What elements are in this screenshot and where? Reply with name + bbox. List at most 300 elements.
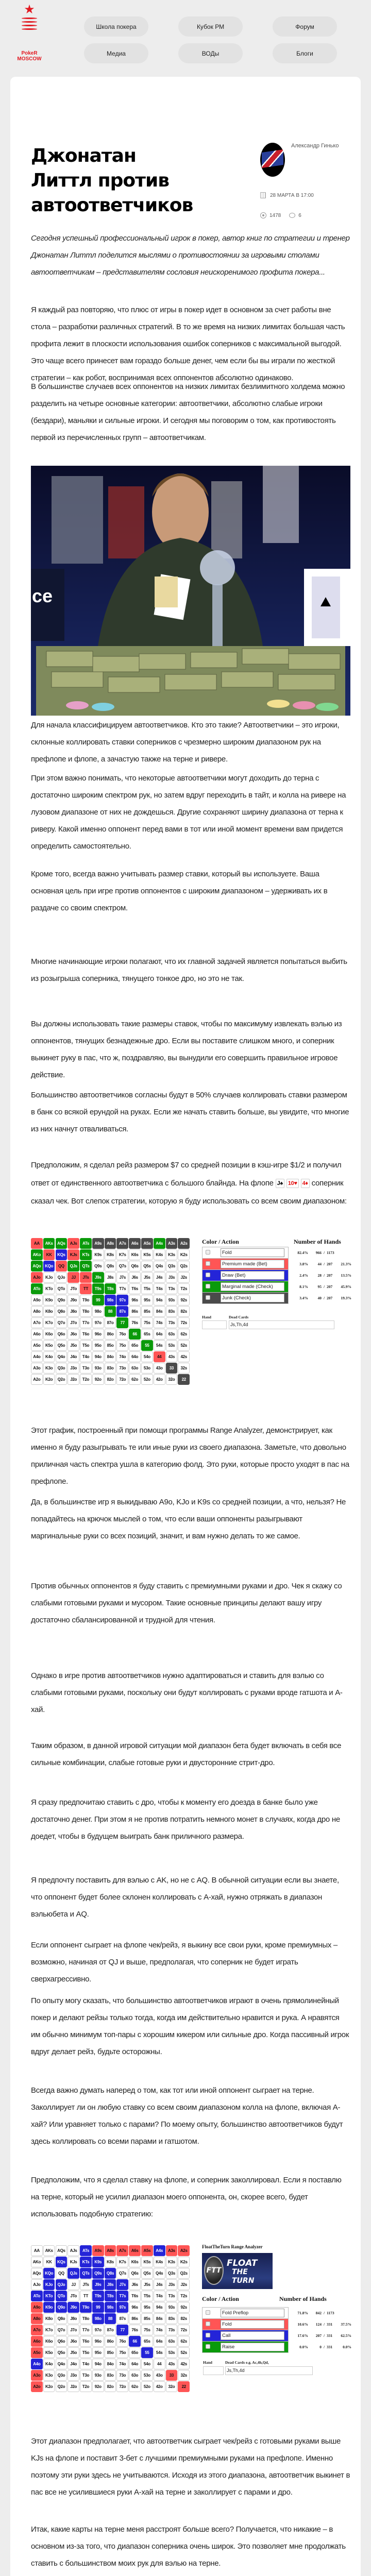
hand-cell-Q5s[interactable]: Q5s — [141, 1261, 153, 1272]
hand-cell-J9s[interactable]: J9s — [92, 1272, 104, 1283]
hand-cell-22[interactable]: 22 — [178, 1374, 190, 1385]
hand-cell-75o[interactable]: 75o — [116, 1340, 128, 1351]
hand-cell-62o[interactable]: 62o — [129, 2381, 141, 2392]
hand-cell-QJo[interactable]: QJo — [56, 1272, 68, 1283]
hand-cell-J9o[interactable]: J9o — [68, 2302, 79, 2313]
hand-cell-K2s[interactable]: K2s — [178, 2257, 190, 2267]
hand-cell-Q2o[interactable]: Q2o — [56, 2381, 68, 2392]
hand-cell-J5o[interactable]: J5o — [68, 2347, 79, 2358]
hand-cell-85s[interactable]: 85s — [141, 2313, 153, 2324]
nav-item-blogs[interactable]: Блоги — [273, 43, 337, 63]
hand-cell-AKo[interactable]: AKo — [31, 2257, 43, 2267]
hand-cell-64s[interactable]: 64s — [154, 1329, 165, 1340]
hand-cell-54s[interactable]: 54s — [154, 2347, 165, 2358]
hand-cell-93s[interactable]: 93s — [166, 1295, 178, 1306]
hand-cell-K2o[interactable]: K2o — [43, 2381, 55, 2392]
hand-cell-T2s[interactable]: T2s — [178, 1283, 190, 1294]
hand-cell-A5o[interactable]: A5o — [31, 1340, 43, 1351]
hand-cell-J2o[interactable]: J2o — [68, 2381, 79, 2392]
hand-cell-42s[interactable]: 42s — [178, 1351, 190, 1362]
hand-cell-K9s[interactable]: K9s — [92, 1249, 104, 1260]
hand-cell-J7s[interactable]: J7s — [116, 1272, 128, 1283]
hand-cell-K3s[interactable]: K3s — [166, 1249, 178, 1260]
hand-cell-92o[interactable]: 92o — [92, 2381, 104, 2392]
hand-cell-K3o[interactable]: K3o — [43, 2370, 55, 2381]
hand-cell-JTs[interactable]: JTs — [80, 2279, 92, 2290]
hand-cell-K8o[interactable]: K8o — [43, 1306, 55, 1317]
hand-cell-93o[interactable]: 93o — [92, 1363, 104, 1374]
hand-cell-76s[interactable]: 76s — [129, 1317, 141, 1328]
hand-cell-KQs[interactable]: KQs — [56, 2257, 68, 2267]
hand-cell-53s[interactable]: 53s — [166, 1340, 178, 1351]
hand-cell-52o[interactable]: 52o — [141, 1374, 153, 1385]
hand-cell-Q7o[interactable]: Q7o — [56, 1317, 68, 1328]
hand-cell-A4o[interactable]: A4o — [31, 2359, 43, 2369]
hand-cell-T7o[interactable]: T7o — [80, 1317, 92, 1328]
hand-cell-QQ[interactable]: QQ — [56, 1261, 68, 1272]
hand-cell-KJs[interactable]: KJs — [68, 2257, 79, 2267]
hand-cell-87o[interactable]: 87o — [105, 2325, 116, 2335]
hand-cell-92s[interactable]: 92s — [178, 2302, 190, 2313]
hand-cell-95s[interactable]: 95s — [141, 2302, 153, 2313]
hand-cell-44[interactable]: 44 — [154, 1351, 165, 1362]
hand-cell-J8o[interactable]: J8o — [68, 2313, 79, 2324]
hand-cell-97o[interactable]: 97o — [92, 1317, 104, 1328]
hand-cell-97s[interactable]: 97s — [116, 2302, 128, 2313]
hand-cell-54o[interactable]: 54o — [141, 2359, 153, 2369]
hand-cell-53o[interactable]: 53o — [141, 2370, 153, 2381]
hand-cell-T3o[interactable]: T3o — [80, 2370, 92, 2381]
hand-cell-J8s[interactable]: J8s — [105, 2279, 116, 2290]
hand-cell-92o[interactable]: 92o — [92, 1374, 104, 1385]
hand-cell-TT[interactable]: TT — [80, 1283, 92, 1294]
hand-cell-AKs[interactable]: AKs — [43, 1238, 55, 1249]
hand-cell-43s[interactable]: 43s — [166, 2359, 178, 2369]
hand-cell-A3s[interactable]: A3s — [166, 1238, 178, 1249]
hand-cell-KQo[interactable]: KQo — [43, 2268, 55, 2279]
hand-cell-AJo[interactable]: AJo — [31, 2279, 43, 2290]
hand-cell-KJo[interactable]: KJo — [43, 1272, 55, 1283]
hand-cell-73s[interactable]: 73s — [166, 2325, 178, 2335]
hand-cell-94s[interactable]: 94s — [154, 1295, 165, 1306]
dead-cards-input[interactable]: Js,Th,4d — [225, 2366, 313, 2375]
hand-cell-82s[interactable]: 82s — [178, 1306, 190, 1317]
hand-cell-AQo[interactable]: AQo — [31, 2268, 43, 2279]
hand-cell-73o[interactable]: 73o — [116, 1363, 128, 1374]
hand-cell-Q2s[interactable]: Q2s — [178, 2268, 190, 2279]
hand-cell-ATo[interactable]: ATo — [31, 2291, 43, 2301]
hand-cell-AA[interactable]: AA — [31, 2245, 43, 2256]
hand-cell-QJs[interactable]: QJs — [68, 2268, 79, 2279]
hand-cell-Q3s[interactable]: Q3s — [166, 1261, 178, 1272]
hand-cell-52s[interactable]: 52s — [178, 2347, 190, 2358]
hand-cell-K5o[interactable]: K5o — [43, 2347, 55, 2358]
hand-cell-A3s[interactable]: A3s — [166, 2245, 178, 2256]
hand-cell-K6o[interactable]: K6o — [43, 1329, 55, 1340]
hand-cell-85o[interactable]: 85o — [105, 1340, 116, 1351]
legend-checkbox[interactable] — [206, 1284, 210, 1289]
hand-input[interactable] — [202, 1320, 227, 1329]
hand-cell-Q7s[interactable]: Q7s — [116, 2268, 128, 2279]
hand-cell-32o[interactable]: 32o — [166, 1374, 178, 1385]
hand-cell-97s[interactable]: 97s — [116, 1295, 128, 1306]
hand-cell-J6s[interactable]: J6s — [129, 2279, 141, 2290]
hand-cell-K7s[interactable]: K7s — [116, 2257, 128, 2267]
hand-cell-K6o[interactable]: K6o — [43, 2336, 55, 2347]
hand-cell-96s[interactable]: 96s — [129, 1295, 141, 1306]
hand-cell-K3s[interactable]: K3s — [166, 2257, 178, 2267]
hand-cell-K8o[interactable]: K8o — [43, 2313, 55, 2324]
hand-cell-A8o[interactable]: A8o — [31, 2313, 43, 2324]
hand-cell-98s[interactable]: 98s — [105, 2302, 116, 2313]
nav-item-vods[interactable]: ВОДы — [178, 43, 243, 63]
hand-cell-Q5o[interactable]: Q5o — [56, 1340, 68, 1351]
hand-cell-QTs[interactable]: QTs — [80, 1261, 92, 1272]
hand-cell-A4s[interactable]: A4s — [154, 1238, 165, 1249]
hand-cell-J4o[interactable]: J4o — [68, 1351, 79, 1362]
hand-cell-JJ[interactable]: JJ — [68, 1272, 79, 1283]
hand-cell-T2s[interactable]: T2s — [178, 2291, 190, 2301]
hand-cell-77[interactable]: 77 — [116, 2325, 128, 2335]
hand-cell-93o[interactable]: 93o — [92, 2370, 104, 2381]
nav-item-school[interactable]: Школа покера — [84, 16, 148, 37]
hand-cell-Q4s[interactable]: Q4s — [154, 1261, 165, 1272]
hand-cell-32o[interactable]: 32o — [166, 2381, 178, 2392]
hand-cell-65o[interactable]: 65o — [129, 1340, 141, 1351]
hand-cell-53s[interactable]: 53s — [166, 2347, 178, 2358]
hand-cell-J2s[interactable]: J2s — [178, 2279, 190, 2290]
hand-cell-JTo[interactable]: JTo — [68, 2291, 79, 2301]
hand-cell-T4s[interactable]: T4s — [154, 2291, 165, 2301]
hand-cell-KK[interactable]: KK — [43, 2257, 55, 2267]
hand-cell-TT[interactable]: TT — [80, 2291, 92, 2301]
hand-cell-K8s[interactable]: K8s — [105, 2257, 116, 2267]
hand-cell-87o[interactable]: 87o — [105, 1317, 116, 1328]
hand-cell-A2o[interactable]: A2o — [31, 2381, 43, 2392]
hand-cell-63o[interactable]: 63o — [129, 2370, 141, 2381]
hand-cell-T8o[interactable]: T8o — [80, 2313, 92, 2324]
hand-cell-A6s[interactable]: A6s — [129, 2245, 141, 2256]
hand-cell-Q9s[interactable]: Q9s — [92, 1261, 104, 1272]
hand-cell-76o[interactable]: 76o — [116, 2336, 128, 2347]
comments-count[interactable]: 6 — [298, 212, 301, 218]
hand-cell-K6s[interactable]: K6s — [129, 1249, 141, 1260]
hand-cell-A4s[interactable]: A4s — [154, 2245, 165, 2256]
hand-cell-K2o[interactable]: K2o — [43, 1374, 55, 1385]
hand-cell-Q8s[interactable]: Q8s — [105, 1261, 116, 1272]
hand-cell-KTo[interactable]: KTo — [43, 2291, 55, 2301]
hand-cell-A3o[interactable]: A3o — [31, 1363, 43, 1374]
hand-cell-AKo[interactable]: AKo — [31, 1249, 43, 1260]
hand-cell-T3o[interactable]: T3o — [80, 1363, 92, 1374]
hand-cell-T3s[interactable]: T3s — [166, 1283, 178, 1294]
hand-cell-JTs[interactable]: JTs — [80, 1272, 92, 1283]
hand-cell-T6o[interactable]: T6o — [80, 1329, 92, 1340]
hand-cell-Q9o[interactable]: Q9o — [56, 2302, 68, 2313]
hand-cell-84o[interactable]: 84o — [105, 1351, 116, 1362]
hand-cell-Q5o[interactable]: Q5o — [56, 2347, 68, 2358]
hand-cell-42o[interactable]: 42o — [154, 1374, 165, 1385]
hand-cell-Q9s[interactable]: Q9s — [92, 2268, 104, 2279]
hand-cell-98o[interactable]: 98o — [92, 2313, 104, 2324]
hand-cell-A7o[interactable]: A7o — [31, 1317, 43, 1328]
hand-cell-Q2s[interactable]: Q2s — [178, 1261, 190, 1272]
hand-cell-J7s[interactable]: J7s — [116, 2279, 128, 2290]
hand-cell-A5s[interactable]: A5s — [141, 1238, 153, 1249]
hand-cell-A8o[interactable]: A8o — [31, 1306, 43, 1317]
hand-cell-J4o[interactable]: J4o — [68, 2359, 79, 2369]
hand-cell-72s[interactable]: 72s — [178, 1317, 190, 1328]
hand-cell-KTs[interactable]: KTs — [80, 1249, 92, 1260]
hand-cell-83s[interactable]: 83s — [166, 1306, 178, 1317]
hand-cell-QTs[interactable]: QTs — [80, 2268, 92, 2279]
hand-cell-QTo[interactable]: QTo — [56, 2291, 68, 2301]
hand-cell-J5s[interactable]: J5s — [141, 1272, 153, 1283]
hand-cell-J6o[interactable]: J6o — [68, 1329, 79, 1340]
hand-cell-A7s[interactable]: A7s — [116, 1238, 128, 1249]
hand-cell-86o[interactable]: 86o — [105, 1329, 116, 1340]
hand-cell-A6s[interactable]: A6s — [129, 1238, 141, 1249]
nav-item-media[interactable]: Медиа — [84, 43, 148, 63]
hand-cell-T3s[interactable]: T3s — [166, 2291, 178, 2301]
hand-cell-74o[interactable]: 74o — [116, 1351, 128, 1362]
hand-cell-73s[interactable]: 73s — [166, 1317, 178, 1328]
hand-cell-QJs[interactable]: QJs — [68, 1261, 79, 1272]
hand-cell-72s[interactable]: 72s — [178, 2325, 190, 2335]
hand-cell-A7o[interactable]: A7o — [31, 2325, 43, 2335]
hand-cell-96o[interactable]: 96o — [92, 2336, 104, 2347]
hand-cell-K9o[interactable]: K9o — [43, 2302, 55, 2313]
hand-cell-T4o[interactable]: T4o — [80, 2359, 92, 2369]
hand-cell-99[interactable]: 99 — [92, 1295, 104, 1306]
hand-cell-A2s[interactable]: A2s — [178, 1238, 190, 1249]
hand-cell-63o[interactable]: 63o — [129, 1363, 141, 1374]
hand-cell-66[interactable]: 66 — [129, 2336, 141, 2347]
hand-cell-33[interactable]: 33 — [166, 1363, 178, 1374]
hand-cell-J3o[interactable]: J3o — [68, 1363, 79, 1374]
hand-cell-Q8o[interactable]: Q8o — [56, 2313, 68, 2324]
hand-cell-T9s[interactable]: T9s — [92, 2291, 104, 2301]
hand-cell-Q2o[interactable]: Q2o — [56, 1374, 68, 1385]
hand-cell-J3s[interactable]: J3s — [166, 1272, 178, 1283]
hand-cell-T5o[interactable]: T5o — [80, 2347, 92, 2358]
hand-cell-98s[interactable]: 98s — [105, 1295, 116, 1306]
hand-cell-43o[interactable]: 43o — [154, 1363, 165, 1374]
hand-cell-K5o[interactable]: K5o — [43, 1340, 55, 1351]
legend-checkbox[interactable] — [206, 2310, 210, 2315]
hand-cell-J3o[interactable]: J3o — [68, 2370, 79, 2381]
hand-cell-T5s[interactable]: T5s — [141, 1283, 153, 1294]
hand-cell-KTs[interactable]: KTs — [80, 2257, 92, 2267]
hand-cell-Q3s[interactable]: Q3s — [166, 2268, 178, 2279]
hand-cell-32s[interactable]: 32s — [178, 1363, 190, 1374]
legend-checkbox[interactable] — [206, 1273, 210, 1277]
hand-cell-T9o[interactable]: T9o — [80, 2302, 92, 2313]
avatar[interactable] — [260, 143, 285, 177]
hand-cell-Q4o[interactable]: Q4o — [56, 1351, 68, 1362]
hand-cell-T2o[interactable]: T2o — [80, 2381, 92, 2392]
hand-cell-QTo[interactable]: QTo — [56, 1283, 68, 1294]
hand-cell-QQ[interactable]: QQ — [56, 2268, 68, 2279]
hand-cell-K4s[interactable]: K4s — [154, 1249, 165, 1260]
hand-cell-A2s[interactable]: A2s — [178, 2245, 190, 2256]
hand-cell-T5s[interactable]: T5s — [141, 2291, 153, 2301]
hand-cell-KK[interactable]: KK — [43, 1249, 55, 1260]
hand-cell-Q6o[interactable]: Q6o — [56, 1329, 68, 1340]
hand-cell-AQs[interactable]: AQs — [56, 2245, 68, 2256]
hand-cell-65s[interactable]: 65s — [141, 1329, 153, 1340]
hand-cell-82o[interactable]: 82o — [105, 2381, 116, 2392]
hand-cell-93s[interactable]: 93s — [166, 2302, 178, 2313]
hand-cell-T8s[interactable]: T8s — [105, 1283, 116, 1294]
hand-cell-AJo[interactable]: AJo — [31, 1272, 43, 1283]
hand-cell-T2o[interactable]: T2o — [80, 1374, 92, 1385]
dead-cards-input[interactable]: Js,Th,4d — [229, 1320, 334, 1329]
comment-icon[interactable] — [289, 213, 295, 218]
hand-cell-AKs[interactable]: AKs — [43, 2245, 55, 2256]
hand-cell-76o[interactable]: 76o — [116, 1329, 128, 1340]
hand-cell-K3o[interactable]: K3o — [43, 1363, 55, 1374]
hand-cell-J4s[interactable]: J4s — [154, 1272, 165, 1283]
hand-cell-A9o[interactable]: A9o — [31, 2302, 43, 2313]
hand-cell-66[interactable]: 66 — [129, 1329, 141, 1340]
hand-cell-KJo[interactable]: KJo — [43, 2279, 55, 2290]
hand-cell-73o[interactable]: 73o — [116, 2370, 128, 2381]
hand-cell-75s[interactable]: 75s — [141, 1317, 153, 1328]
hand-cell-J8s[interactable]: J8s — [105, 1272, 116, 1283]
hand-cell-A3o[interactable]: A3o — [31, 2370, 43, 2381]
hand-cell-K7o[interactable]: K7o — [43, 2325, 55, 2335]
hand-cell-Q4o[interactable]: Q4o — [56, 2359, 68, 2369]
hand-cell-87s[interactable]: 87s — [116, 2313, 128, 2324]
hand-cell-KQs[interactable]: KQs — [56, 1249, 68, 1260]
hand-cell-83o[interactable]: 83o — [105, 2370, 116, 2381]
hand-cell-A6o[interactable]: A6o — [31, 2336, 43, 2347]
hand-cell-Q6o[interactable]: Q6o — [56, 2336, 68, 2347]
hand-cell-J7o[interactable]: J7o — [68, 1317, 79, 1328]
hand-cell-84o[interactable]: 84o — [105, 2359, 116, 2369]
hand-cell-64s[interactable]: 64s — [154, 2336, 165, 2347]
hand-cell-T6o[interactable]: T6o — [80, 2336, 92, 2347]
hand-cell-Q9o[interactable]: Q9o — [56, 1295, 68, 1306]
hand-cell-54o[interactable]: 54o — [141, 1351, 153, 1362]
hand-cell-A5s[interactable]: A5s — [141, 2245, 153, 2256]
hand-cell-88[interactable]: 88 — [105, 1306, 116, 1317]
hand-cell-A9o[interactable]: A9o — [31, 1295, 43, 1306]
hand-cell-77[interactable]: 77 — [116, 1317, 128, 1328]
hand-cell-95s[interactable]: 95s — [141, 1295, 153, 1306]
hand-cell-A4o[interactable]: A4o — [31, 1351, 43, 1362]
hand-cell-K9o[interactable]: K9o — [43, 1295, 55, 1306]
hand-cell-K7s[interactable]: K7s — [116, 1249, 128, 1260]
hand-cell-62s[interactable]: 62s — [178, 2336, 190, 2347]
hand-cell-62s[interactable]: 62s — [178, 1329, 190, 1340]
hand-cell-43o[interactable]: 43o — [154, 2370, 165, 2381]
legend-checkbox[interactable] — [206, 2333, 210, 2337]
hand-cell-98o[interactable]: 98o — [92, 1306, 104, 1317]
hand-cell-83o[interactable]: 83o — [105, 1363, 116, 1374]
hand-cell-Q8o[interactable]: Q8o — [56, 1306, 68, 1317]
hand-cell-T5o[interactable]: T5o — [80, 1340, 92, 1351]
hand-cell-75s[interactable]: 75s — [141, 2325, 153, 2335]
hand-cell-J5o[interactable]: J5o — [68, 1340, 79, 1351]
hand-cell-72o[interactable]: 72o — [116, 2381, 128, 2392]
hand-cell-74s[interactable]: 74s — [154, 1317, 165, 1328]
hand-cell-AA[interactable]: AA — [31, 1238, 43, 1249]
hand-cell-64o[interactable]: 64o — [129, 1351, 141, 1362]
hand-cell-32s[interactable]: 32s — [178, 2370, 190, 2381]
hand-cell-92s[interactable]: 92s — [178, 1295, 190, 1306]
hand-cell-95o[interactable]: 95o — [92, 2347, 104, 2358]
hand-cell-33[interactable]: 33 — [166, 2370, 178, 2381]
hand-cell-65s[interactable]: 65s — [141, 2336, 153, 2347]
hand-cell-T6s[interactable]: T6s — [129, 2291, 141, 2301]
hand-cell-95o[interactable]: 95o — [92, 1340, 104, 1351]
hand-cell-K7o[interactable]: K7o — [43, 1317, 55, 1328]
hand-cell-T9s[interactable]: T9s — [92, 1283, 104, 1294]
hand-cell-J5s[interactable]: J5s — [141, 2279, 153, 2290]
hand-cell-Q6s[interactable]: Q6s — [129, 1261, 141, 1272]
hand-cell-42s[interactable]: 42s — [178, 2359, 190, 2369]
hand-cell-94s[interactable]: 94s — [154, 2302, 165, 2313]
hand-cell-52s[interactable]: 52s — [178, 1340, 190, 1351]
hand-cell-62o[interactable]: 62o — [129, 1374, 141, 1385]
hand-input[interactable] — [203, 2366, 224, 2375]
hand-cell-86s[interactable]: 86s — [129, 2313, 141, 2324]
hand-cell-A9s[interactable]: A9s — [92, 1238, 104, 1249]
hand-cell-J2s[interactable]: J2s — [178, 1272, 190, 1283]
hand-cell-T4s[interactable]: T4s — [154, 1283, 165, 1294]
hand-cell-K4o[interactable]: K4o — [43, 2359, 55, 2369]
hand-cell-A2o[interactable]: A2o — [31, 1374, 43, 1385]
hand-cell-JJ[interactable]: JJ — [68, 2279, 79, 2290]
hand-cell-86o[interactable]: 86o — [105, 2336, 116, 2347]
hand-cell-88[interactable]: 88 — [105, 2313, 116, 2324]
hand-cell-76s[interactable]: 76s — [129, 2325, 141, 2335]
hand-cell-A8s[interactable]: A8s — [105, 2245, 116, 2256]
hand-cell-KQo[interactable]: KQo — [43, 1261, 55, 1272]
hand-cell-AJs[interactable]: AJs — [68, 2245, 79, 2256]
hand-cell-AQs[interactable]: AQs — [56, 1238, 68, 1249]
hand-cell-A6o[interactable]: A6o — [31, 1329, 43, 1340]
hand-cell-Q4s[interactable]: Q4s — [154, 2268, 165, 2279]
hand-cell-74s[interactable]: 74s — [154, 2325, 165, 2335]
hand-cell-63s[interactable]: 63s — [166, 1329, 178, 1340]
hand-cell-ATs[interactable]: ATs — [80, 2245, 92, 2256]
hand-cell-J4s[interactable]: J4s — [154, 2279, 165, 2290]
hand-cell-83s[interactable]: 83s — [166, 2313, 178, 2324]
hand-cell-A9s[interactable]: A9s — [92, 2245, 104, 2256]
author-name[interactable]: Александр Гинько — [291, 143, 339, 149]
hand-cell-84s[interactable]: 84s — [154, 2313, 165, 2324]
hand-cell-A7s[interactable]: A7s — [116, 2245, 128, 2256]
hand-cell-J2o[interactable]: J2o — [68, 1374, 79, 1385]
hand-cell-KTo[interactable]: KTo — [43, 1283, 55, 1294]
hand-cell-96s[interactable]: 96s — [129, 2302, 141, 2313]
hand-cell-J7o[interactable]: J7o — [68, 2325, 79, 2335]
hand-cell-K6s[interactable]: K6s — [129, 2257, 141, 2267]
legend-checkbox[interactable] — [206, 1261, 210, 1266]
nav-item-forum[interactable]: Форум — [273, 16, 337, 37]
hand-cell-53o[interactable]: 53o — [141, 1363, 153, 1374]
hand-cell-22[interactable]: 22 — [178, 2381, 190, 2392]
hand-cell-Q8s[interactable]: Q8s — [105, 2268, 116, 2279]
hand-cell-K4s[interactable]: K4s — [154, 2257, 165, 2267]
hand-cell-JTo[interactable]: JTo — [68, 1283, 79, 1294]
hand-cell-T6s[interactable]: T6s — [129, 1283, 141, 1294]
hand-cell-97o[interactable]: 97o — [92, 2325, 104, 2335]
hand-cell-T4o[interactable]: T4o — [80, 1351, 92, 1362]
